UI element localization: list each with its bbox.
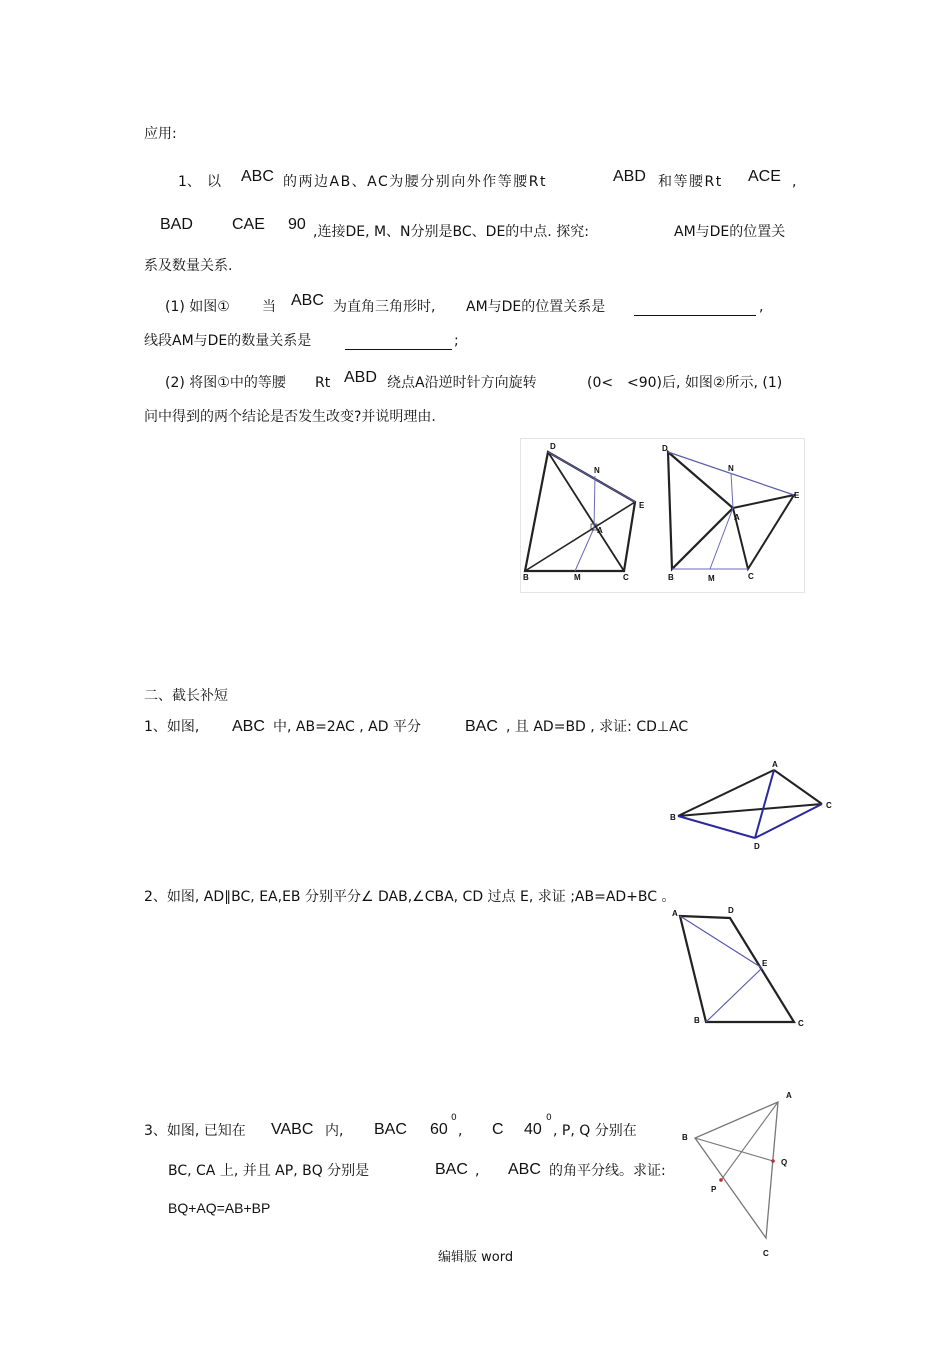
point-label: D <box>754 842 760 851</box>
problem-3-symbol: 60 <box>430 1121 448 1138</box>
q1-symbol: CAE <box>232 216 265 233</box>
point-label: P <box>711 1185 717 1194</box>
q1-part2: (2) 将图①中的等腰 <box>165 375 286 391</box>
q1-part1: (1) 如图① <box>165 299 230 315</box>
figure-2 <box>660 438 803 591</box>
q1-symbol: 90 <box>288 216 306 233</box>
point-label: Q <box>781 1158 788 1167</box>
q1-part1: 线段AM与DE的数量关系是 <box>144 333 312 349</box>
q1-part1: 当 <box>262 299 276 315</box>
problem-1-symbol: ABC <box>232 718 265 735</box>
point-label: A <box>786 1091 792 1100</box>
figure-1 <box>520 438 660 591</box>
point-label: A <box>597 526 603 535</box>
degree-mark: 0 <box>451 1113 457 1123</box>
q1-part2: (0< <box>587 375 614 391</box>
point-label: N <box>594 466 600 475</box>
problem-3-symbol: ABC <box>508 1161 541 1178</box>
point-label: C <box>826 801 832 810</box>
answer-blank[interactable] <box>345 349 452 350</box>
q1-text: 的两边AB、AC为腰分别向外作等腰Rt <box>283 174 548 190</box>
q1-text: ,连接DE, M、N分别是BC、DE的中点. 探究: <box>313 224 589 240</box>
q1-symbol: ABC <box>291 292 324 309</box>
point-label: E <box>639 501 645 510</box>
q1-text: 和等腰Rt <box>658 174 723 190</box>
point-label: B <box>523 573 529 582</box>
q1-text: , <box>792 174 797 190</box>
problem-3-symbol: BAC <box>374 1121 407 1138</box>
figure-5 <box>678 1088 803 1260</box>
problem-3-text: , <box>458 1123 463 1139</box>
figure-3 <box>670 758 835 853</box>
problem-3-text: 的角平分线。求证: <box>549 1163 666 1179</box>
problem-3-symbol: VABC <box>271 1121 314 1138</box>
point-label: C <box>763 1249 769 1258</box>
q1-text: 以 <box>207 174 221 190</box>
problem-2-text: 2、如图, AD∥BC, EA,EB 分别平分∠ DAB,∠CBA, CD 过点 E, 求证 ;AB=AD+BC 。 <box>144 889 676 905</box>
point-label: C <box>798 1019 804 1028</box>
problem-1-text: 1、如图, <box>144 719 200 735</box>
problem-3-text: BC, CA 上, 并且 AP, BQ 分别是 <box>168 1163 370 1179</box>
point-label: E <box>762 959 768 968</box>
point-label: D <box>728 906 734 915</box>
problem-3-text: BQ+AQ=AB+BP <box>168 1200 271 1216</box>
problem-3-text: , P, Q 分别在 <box>553 1123 637 1139</box>
problem-1-text: 中, AB=2AC , AD 平分 <box>273 719 421 735</box>
point-label: A <box>734 513 740 522</box>
q1-symbol: ACE <box>748 168 781 185</box>
q1-text: AM与DE的位置关 <box>674 224 786 240</box>
point-label: B <box>668 573 674 582</box>
problem-3-symbol: BAC <box>435 1161 468 1178</box>
q1-symbol: BAD <box>160 216 193 233</box>
point-label: C <box>623 573 629 582</box>
q1-part1: ; <box>454 333 459 349</box>
problem-1-text: , 且 AD=BD , 求证: CD⊥AC <box>506 719 689 735</box>
q1-part1: 为直角三角形时, <box>333 299 436 315</box>
problem-3-text: , <box>475 1163 480 1179</box>
q1-part2: <90)后, 如图②所示, (1) <box>627 375 783 391</box>
q1-part2: 问中得到的两个结论是否发生改变?并说明理由. <box>144 409 436 425</box>
problem-3-text: 3、如图, 已知在 <box>144 1123 246 1139</box>
q1-part2: Rt <box>315 375 331 391</box>
q1-part2: 绕点A沿逆时针方向旋转 <box>387 375 537 391</box>
q1-part1: , <box>759 299 764 315</box>
point-label: M <box>708 574 715 583</box>
problem-3-symbol: C <box>492 1121 504 1138</box>
section-heading: 二、截长补短 <box>144 688 228 704</box>
q1-part1: AM与DE的位置关系是 <box>466 299 606 315</box>
point-label: A <box>672 909 678 918</box>
point-label: A <box>772 760 778 769</box>
degree-mark: 0 <box>546 1113 552 1123</box>
point-label: N <box>728 464 734 473</box>
point-label: D <box>550 442 556 451</box>
problem-1-symbol: BAC <box>465 718 498 735</box>
problem-3-symbol: 40 <box>524 1121 542 1138</box>
q1-symbol: ABD <box>344 369 377 386</box>
q1-number: 1、 <box>178 174 201 190</box>
problem-3-text: 内, <box>325 1123 344 1139</box>
point-label: M <box>574 573 581 582</box>
point-label: B <box>670 813 676 822</box>
point-label: B <box>682 1133 688 1142</box>
q1-symbol: ABD <box>613 168 646 185</box>
answer-blank[interactable] <box>634 315 756 316</box>
footer: 编辑版 word <box>438 1250 514 1265</box>
point-label: B <box>694 1016 700 1025</box>
point-label: E <box>794 491 800 500</box>
point-label: D <box>662 444 668 453</box>
q1-symbol: ABC <box>241 168 274 185</box>
q1-text: 系及数量关系. <box>144 258 233 274</box>
figure-4 <box>668 905 808 1030</box>
point-label: C <box>748 572 754 581</box>
section-heading: 应用: <box>144 126 177 142</box>
